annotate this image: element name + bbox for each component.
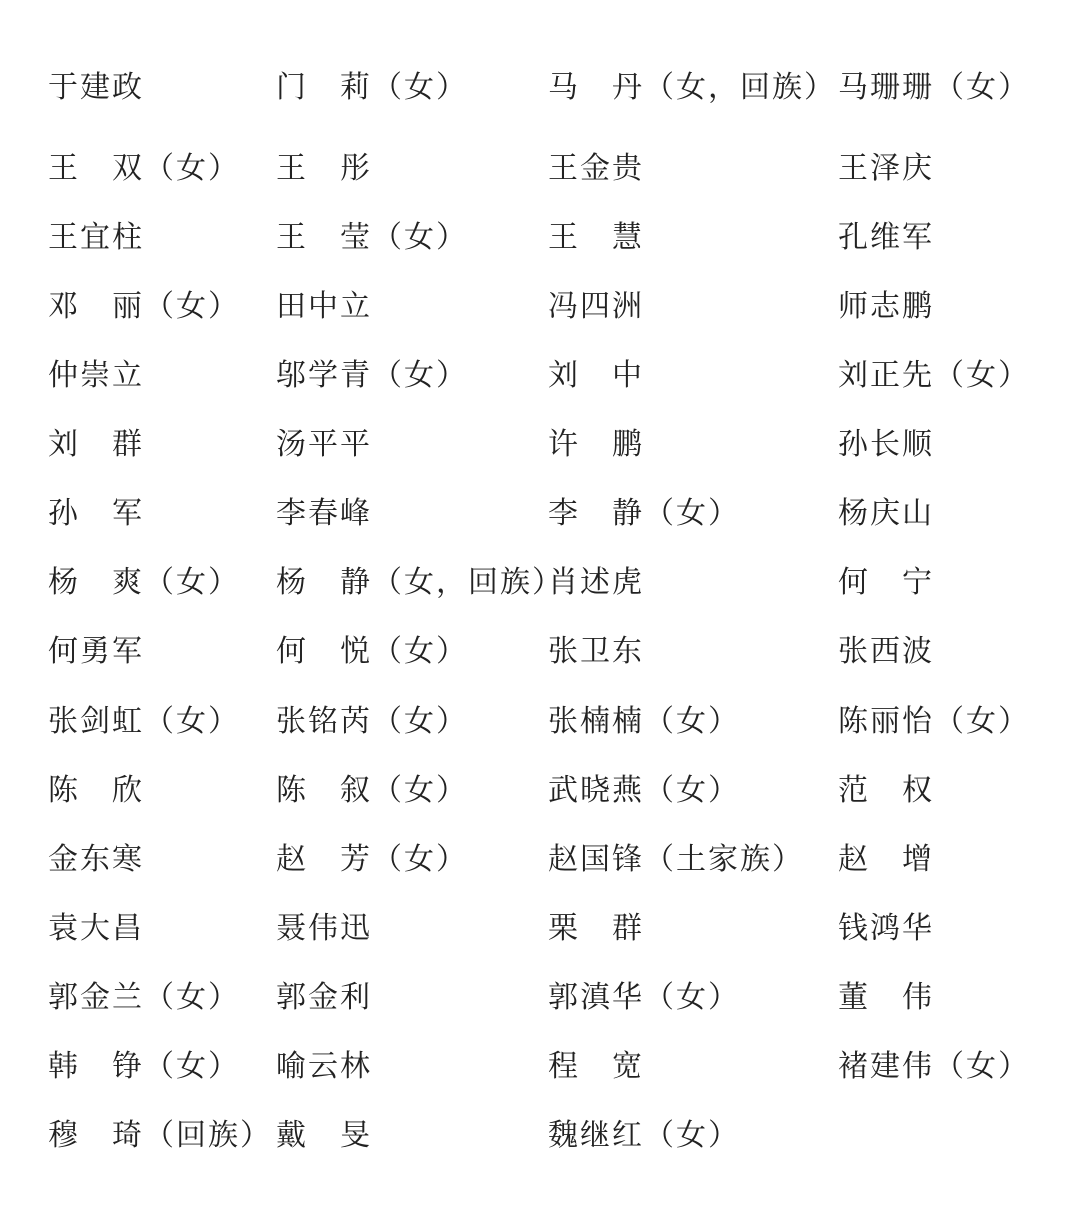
name-entry: 冯四洲 <box>548 289 644 324</box>
name-entry: 肖述虎 <box>548 565 644 600</box>
name-entry: 范 权 <box>838 773 934 808</box>
name-entry: 王金贵 <box>548 151 644 186</box>
name-entry: 栗 群 <box>548 911 644 946</box>
name-entry: 孔维军 <box>838 220 934 255</box>
name-row <box>0 771 1080 811</box>
name-entry: 邓 丽（女） <box>48 289 240 324</box>
name-entry: 马 丹（女，回族） <box>548 70 836 105</box>
name-entry: 何勇军 <box>48 634 144 669</box>
name-entry: 刘 中 <box>548 358 644 393</box>
name-entry: 聂伟迅 <box>276 911 372 946</box>
name-entry: 戴 旻 <box>276 1118 372 1153</box>
name-entry: 王泽庆 <box>838 151 934 186</box>
name-entry: 郭金兰（女） <box>48 980 240 1015</box>
name-entry: 魏继红（女） <box>548 1118 740 1153</box>
name-entry: 汤平平 <box>276 427 372 462</box>
name-entry: 赵国锋（土家族） <box>548 842 804 877</box>
name-entry: 程 宽 <box>548 1049 644 1084</box>
name-entry: 李 静（女） <box>548 496 740 531</box>
name-entry: 张楠楠（女） <box>548 704 740 739</box>
name-row <box>0 563 1080 603</box>
name-row <box>0 425 1080 465</box>
name-entry: 武晓燕（女） <box>548 773 740 808</box>
name-entry: 马珊珊（女） <box>838 70 1030 105</box>
name-row <box>0 149 1080 189</box>
name-entry: 于建政 <box>48 70 144 105</box>
name-entry: 刘 群 <box>48 427 144 462</box>
name-row <box>0 494 1080 534</box>
name-entry: 袁大昌 <box>48 911 144 946</box>
name-row <box>0 1116 1080 1156</box>
name-entry: 王 双（女） <box>48 151 240 186</box>
name-row <box>0 909 1080 949</box>
name-entry: 何 悦（女） <box>276 634 468 669</box>
name-row <box>0 218 1080 258</box>
name-entry: 杨 静（女，回族） <box>276 565 564 600</box>
name-row <box>0 1047 1080 1087</box>
name-entry: 王宜柱 <box>48 220 144 255</box>
name-entry: 郭滇华（女） <box>548 980 740 1015</box>
name-row <box>0 287 1080 327</box>
name-entry: 杨庆山 <box>838 496 934 531</box>
name-row <box>0 356 1080 396</box>
name-entry: 郭金利 <box>276 980 372 1015</box>
name-entry: 孙长顺 <box>838 427 934 462</box>
name-entry: 仲崇立 <box>48 358 144 393</box>
name-entry: 赵 增 <box>838 842 934 877</box>
name-entry: 许 鹏 <box>548 427 644 462</box>
name-row <box>0 68 1080 108</box>
name-entry: 金东寒 <box>48 842 144 877</box>
name-entry: 陈 叙（女） <box>276 773 468 808</box>
name-row <box>0 978 1080 1018</box>
name-entry: 钱鸿华 <box>838 911 934 946</box>
name-entry: 喻云林 <box>276 1049 372 1084</box>
name-entry: 张铭芮（女） <box>276 704 468 739</box>
name-entry: 刘正先（女） <box>838 358 1030 393</box>
name-entry: 王 彤 <box>276 151 372 186</box>
name-row <box>0 632 1080 672</box>
name-entry: 何 宁 <box>838 565 934 600</box>
name-entry: 邬学青（女） <box>276 358 468 393</box>
name-entry: 陈 欣 <box>48 773 144 808</box>
name-entry: 杨 爽（女） <box>48 565 240 600</box>
name-entry: 田中立 <box>276 289 372 324</box>
name-entry: 董 伟 <box>838 980 934 1015</box>
name-entry: 王 莹（女） <box>276 220 468 255</box>
name-row <box>0 840 1080 880</box>
name-entry: 李春峰 <box>276 496 372 531</box>
name-entry: 赵 芳（女） <box>276 842 468 877</box>
name-row <box>0 702 1080 742</box>
name-entry: 韩 铮（女） <box>48 1049 240 1084</box>
name-entry: 张剑虹（女） <box>48 704 240 739</box>
name-entry: 穆 琦（回族） <box>48 1118 272 1153</box>
name-entry: 师志鹏 <box>838 289 934 324</box>
name-entry: 张卫东 <box>548 634 644 669</box>
name-entry: 陈丽怡（女） <box>838 704 1030 739</box>
name-entry: 褚建伟（女） <box>838 1049 1030 1084</box>
name-entry: 王 慧 <box>548 220 644 255</box>
name-entry: 门 莉（女） <box>276 70 468 105</box>
name-entry: 张西波 <box>838 634 934 669</box>
name-entry: 孙 军 <box>48 496 144 531</box>
